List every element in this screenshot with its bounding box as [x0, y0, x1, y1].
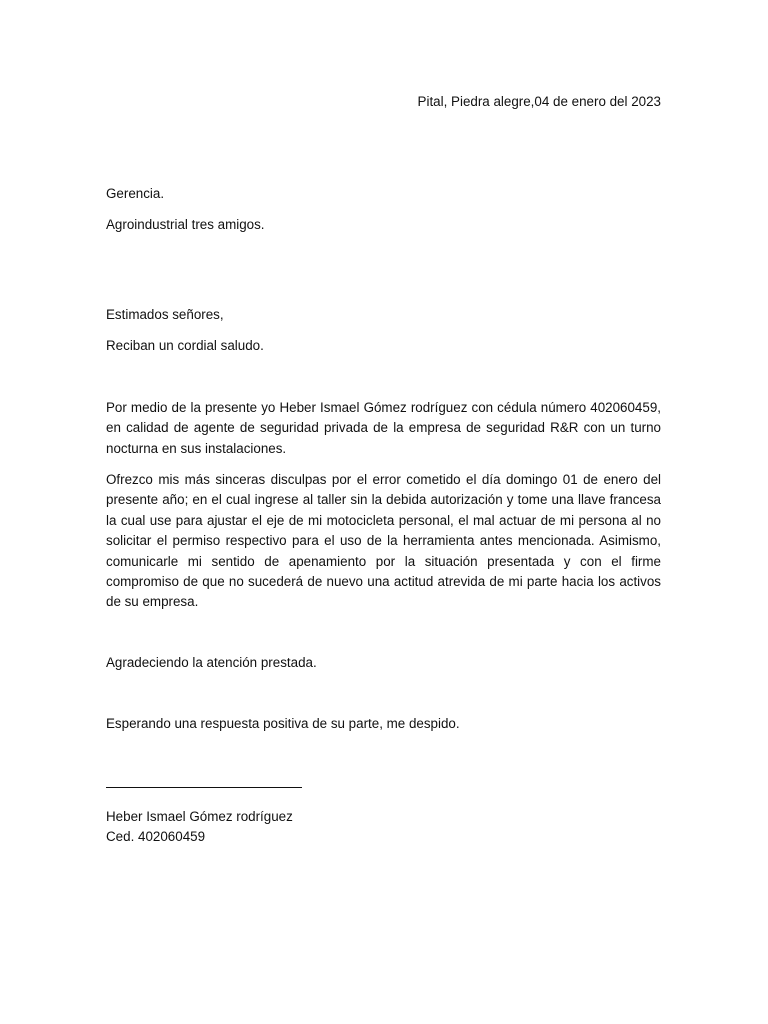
signature-line: [106, 787, 302, 788]
body-paragraph-1: Por medio de la presente yo Heber Ismael Gómez rodríguez con cédula número 402060459, en calidad de agente de seguridad privada de la empresa de seguridad R&R con un turno nocturna en sus instalaciones.: [106, 400, 661, 456]
signature-id: Ced. 402060459: [106, 829, 206, 844]
closing-farewell: Esperando una respuesta positiva de su parte, me despido.: [106, 716, 460, 731]
closing-thanks: Agradeciendo la atención prestada.: [106, 655, 317, 670]
place-date: Pital, Piedra alegre,04 de enero del 2023: [417, 94, 661, 109]
signature-name: Heber Ismael Gómez rodríguez: [106, 809, 293, 824]
body-paragraph-2: Ofrezco mis más sinceras disculpas por el error cometido el día domingo 01 de enero del presente año; en el cual ingrese al taller sin la debida autorización y tome una llave francesa la cual use para ajustar el eje de mi motocicleta personal, el mal actuar de mi persona al no solicitar el permiso respectivo para el uso de la herramienta antes mencionada. Asimismo, comunicarle mi sentido de apenamiento por la situación presentada y con el firme compromiso de que no sucederá de nuevo una actitud atrevida de mi parte hacia los activos de su empresa.: [106, 472, 661, 610]
salutation: Reciban un cordial saludo.: [106, 338, 264, 353]
recipient-company: Agroindustrial tres amigos.: [106, 217, 265, 232]
greeting: Estimados señores,: [106, 307, 224, 322]
recipient-title: Gerencia.: [106, 186, 165, 201]
